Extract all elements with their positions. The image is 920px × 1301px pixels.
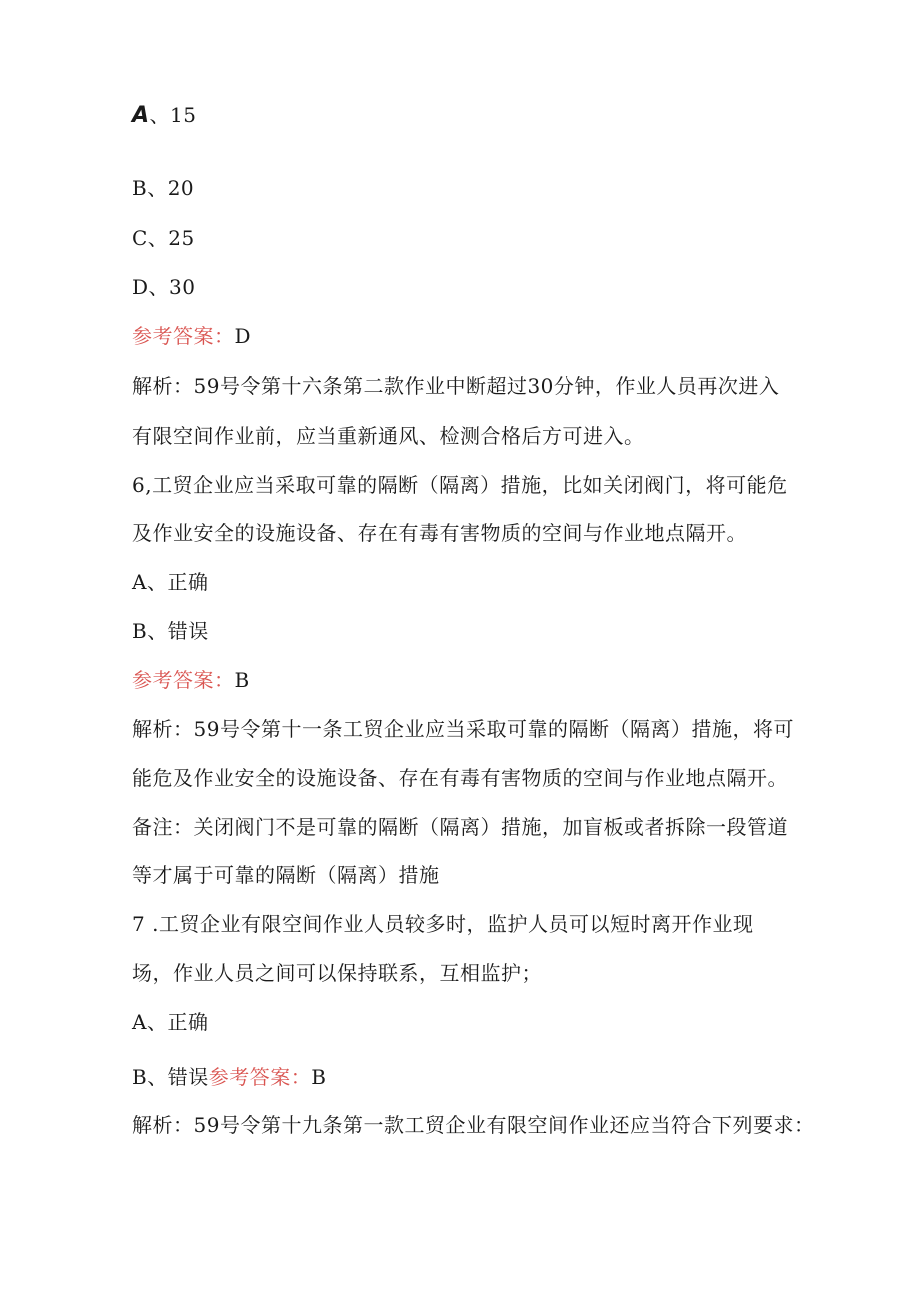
q5-option-d: D、30 [132, 275, 196, 299]
q6-analysis-line-2: 能危及作业安全的设施设备、存在有毒有害物质的空间与作业地点隔开。 [132, 766, 788, 790]
q7-question-line-1: 7 .工贸企业有限空间作业人员较多时，监护人员可以短时离开作业现 [132, 912, 754, 936]
answer-label: 参考答案： [208, 1065, 312, 1089]
q6-note-line-2: 等才属于可靠的隔断（隔离）措施 [132, 863, 440, 887]
q7-option-b-and-answer [132, 1065, 326, 1089]
option-b-text: B、错误 [132, 1065, 209, 1089]
q5-option-b: B、20 [132, 176, 195, 200]
q5-option-c: C、25 [132, 226, 195, 250]
q5-option-a [132, 103, 196, 128]
q7-option-a: A、正确 [132, 1010, 209, 1034]
q6-answer [132, 668, 250, 692]
q6-analysis-line-1: 解析：59号令第十一条工贸企业应当采取可靠的隔断（隔离）措施，将可 [132, 717, 794, 741]
q7-analysis-line-1: 解析：59号令第十九条第一款工贸企业有限空间作业还应当符合下列要求： [132, 1113, 815, 1137]
q6-option-a: A、正确 [132, 570, 209, 594]
option-a-text: 、15 [149, 103, 197, 127]
q6-note-line-1: 备注：关闭阀门不是可靠的隔断（隔离）措施，加盲板或者拆除一段管道 [132, 815, 788, 839]
answer-value: B [311, 1065, 327, 1089]
answer-label: 参考答案： [132, 324, 235, 348]
option-a-letter: A [132, 103, 150, 128]
q6-option-b: B、错误 [132, 619, 209, 643]
answer-value: B [234, 668, 250, 692]
q7-question-line-2: 场，作业人员之间可以保持联系，互相监护； [132, 961, 542, 985]
answer-label: 参考答案： [132, 668, 235, 692]
q6-question-line-2: 及作业安全的设施设备、存在有毒有害物质的空间与作业地点隔开。 [132, 521, 747, 545]
q5-answer [132, 324, 251, 348]
answer-value: D [234, 324, 252, 348]
q5-analysis-line-2: 有限空间作业前，应当重新通风、检测合格后方可进入。 [132, 424, 645, 448]
q6-question-line-1: 6,工贸企业应当采取可靠的隔断（隔离）措施，比如关闭阀门，将可能危 [132, 473, 788, 497]
q5-analysis-line-1: 解析：59号令第十六条第二款作业中断超过30分钟，作业人员再次进入 [132, 374, 780, 398]
